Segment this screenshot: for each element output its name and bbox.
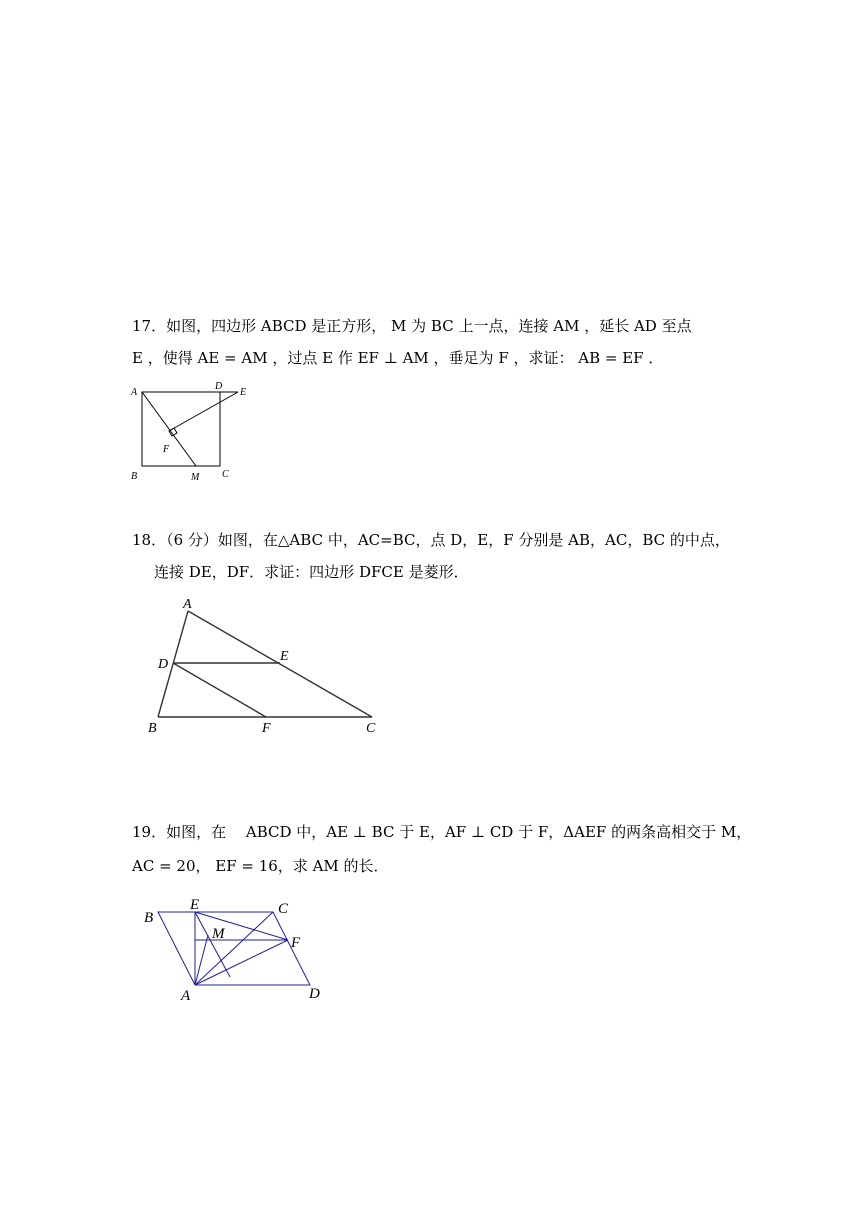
q19-text-line1: 19．如图，在 ABCD 中，AE ⊥ BC 于 E，AF ⊥ CD 于 F，ΔAEF 的两条高相交于 M， [132,823,752,841]
q19-label-c: C [278,901,289,917]
q17-text-line2: E ，使得 AE = AM ，过点 E 作 EF ⊥ AM ，垂足为 F ，求证： AB = EF ． [132,349,664,367]
q18-label-d: D [158,657,169,672]
q17-label-e: E [240,387,247,398]
q17-label-a: A [131,387,138,398]
q19-label-b: B [144,910,154,926]
q18-label-b: B [148,721,157,736]
q17-figure-square [125,380,285,490]
q19-label-m: M [212,926,225,942]
q19-label-f: F [291,935,301,951]
q19-text-line2: AC = 20， EF = 16，求 AM 的长． [132,857,389,875]
q18-figure-triangle [140,595,400,740]
q18-text-line2: 连接 DE，DF．求证：四边形 DFCE 是菱形． [154,563,469,581]
q19-figure-parallelogram [138,895,338,1010]
q18-label-f: F [262,721,271,736]
q18-label-c: C [366,721,376,736]
q17-label-m: M [191,472,200,483]
q19-label-d: D [309,986,320,1002]
q17-label-f: F [163,444,170,455]
q17-label-b: B [131,471,138,482]
q18-text-line1: 18．（6 分）如图，在△ABC 中，AC=BC，点 D，E，F 分别是 AB，AC，BC 的中点， [132,531,730,549]
q17-label-c: C [222,469,229,480]
q17-text-line1: 17．如图，四边形 ABCD 是正方形， M 为 BC 上一点，连接 AM ，延长 AD 至点 [132,317,692,335]
q17-label-d: D [215,381,223,392]
q18-label-a: A [183,597,192,612]
q19-label-e: E [190,897,200,913]
q19-label-a: A [181,988,191,1004]
q18-label-e: E [280,649,289,664]
